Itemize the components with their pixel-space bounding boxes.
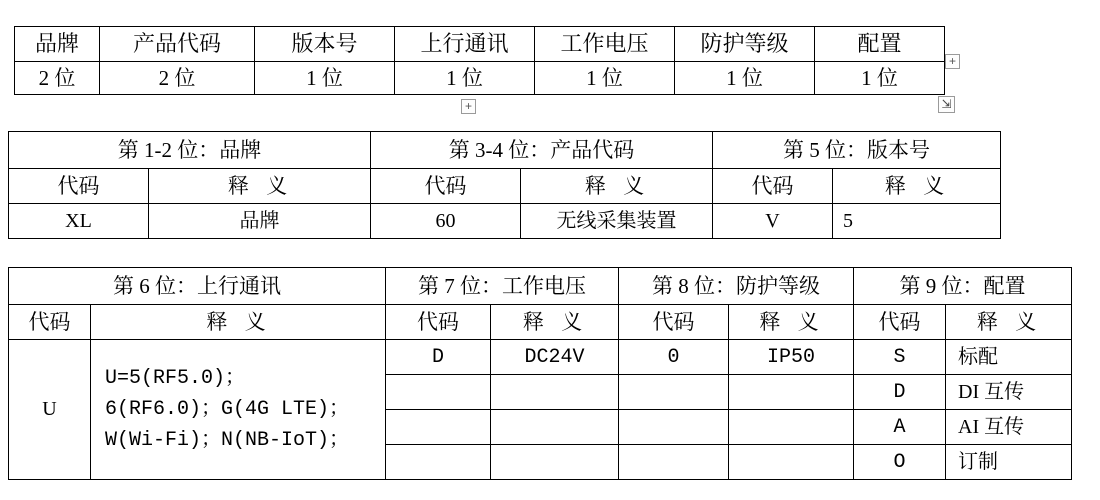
value-meaning-uplink — [91, 340, 386, 480]
value-code-protection — [619, 445, 729, 480]
value-code-config: S — [854, 340, 946, 375]
table-row — [15, 62, 945, 95]
segments-1-5-table-wrapper — [8, 131, 1000, 239]
value-code-uplink: U — [9, 340, 91, 480]
value-code-brand: XL — [9, 204, 149, 239]
group-title-product-code: 第 3-4 位：产品代码 — [371, 132, 713, 169]
value-meaning-voltage — [491, 445, 619, 480]
value-code-product: 60 — [371, 204, 521, 239]
value-meaning-config: AI 互传 — [946, 410, 1072, 445]
column-header-meaning: 释 义 — [833, 169, 1001, 204]
column-header-code: 代码 — [9, 305, 91, 340]
table1-value-cell: 1 位 — [815, 62, 945, 95]
value-meaning-protection — [729, 375, 854, 410]
value-meaning-product: 无线采集装置 — [521, 204, 713, 239]
code-structure-table — [14, 26, 945, 95]
group-title-brand: 第 1-2 位：品牌 — [9, 132, 371, 169]
segments-1-5-table — [8, 131, 1001, 239]
table1-header-cell: 品牌 — [15, 27, 100, 62]
table-resize-handle[interactable]: ⇲ — [938, 96, 955, 113]
uplink-line-3: W(Wi-Fi)；N(NB-IoT)； — [105, 429, 350, 452]
value-code-config: A — [854, 410, 946, 445]
column-header-meaning: 释 义 — [91, 305, 386, 340]
column-header-code: 代码 — [371, 169, 521, 204]
value-meaning-voltage — [491, 375, 619, 410]
column-header-code: 代码 — [854, 305, 946, 340]
column-header-code: 代码 — [9, 169, 149, 204]
value-meaning-config: 标配 — [946, 340, 1072, 375]
value-code-protection — [619, 410, 729, 445]
column-header-meaning: 释 义 — [946, 305, 1072, 340]
column-header-meaning: 释 义 — [149, 169, 371, 204]
uplink-line-2: 6(RF6.0)；G(4G LTE)； — [105, 398, 350, 421]
value-code-protection: 0 — [619, 340, 729, 375]
table1-header-cell: 上行通讯 — [395, 27, 535, 62]
value-code-voltage: D — [386, 340, 491, 375]
value-meaning-protection: IP50 — [729, 340, 854, 375]
table1-header-cell: 产品代码 — [100, 27, 255, 62]
segments-6-9-table-wrapper — [8, 267, 1071, 480]
group-title-uplink: 第 6 位：上行通讯 — [9, 268, 386, 305]
table1-header-cell: 版本号 — [255, 27, 395, 62]
table1-value-cell: 1 位 — [255, 62, 395, 95]
segments-6-9-table — [8, 267, 1072, 480]
group-title-config: 第 9 位：配置 — [854, 268, 1072, 305]
table1-value-cell: 1 位 — [395, 62, 535, 95]
value-meaning-config: DI 互传 — [946, 375, 1072, 410]
value-code-config: D — [854, 375, 946, 410]
code-structure-table-wrapper — [14, 26, 944, 95]
add-column-button[interactable]: + — [945, 54, 960, 69]
value-code-voltage — [386, 445, 491, 480]
value-meaning-brand: 品牌 — [149, 204, 371, 239]
value-code-version: V — [713, 204, 833, 239]
add-row-button[interactable]: + — [461, 99, 476, 114]
table-row — [15, 27, 945, 62]
table-row — [9, 268, 1072, 305]
table1-header-cell: 工作电压 — [535, 27, 675, 62]
value-code-voltage — [386, 375, 491, 410]
value-meaning-version: 5 — [833, 204, 1001, 239]
group-title-protection: 第 8 位：防护等级 — [619, 268, 854, 305]
value-meaning-voltage: DC24V — [491, 340, 619, 375]
table1-value-cell: 2 位 — [15, 62, 100, 95]
value-meaning-config: 订制 — [946, 445, 1072, 480]
uplink-line-1: U=5(RF5.0)； — [105, 367, 246, 390]
value-code-protection — [619, 375, 729, 410]
table1-value-cell: 1 位 — [675, 62, 815, 95]
table1-value-cell: 2 位 — [100, 62, 255, 95]
table1-header-cell: 防护等级 — [675, 27, 815, 62]
group-title-voltage: 第 7 位：工作电压 — [386, 268, 619, 305]
column-header-code: 代码 — [386, 305, 491, 340]
value-meaning-voltage — [491, 410, 619, 445]
value-meaning-protection — [729, 410, 854, 445]
group-title-version: 第 5 位：版本号 — [713, 132, 1001, 169]
value-code-voltage — [386, 410, 491, 445]
table1-header-cell: 配置 — [815, 27, 945, 62]
column-header-code: 代码 — [713, 169, 833, 204]
table-row — [9, 305, 1072, 340]
table-row — [9, 132, 1001, 169]
column-header-meaning: 释 义 — [729, 305, 854, 340]
table-row — [9, 340, 1072, 375]
column-header-meaning: 释 义 — [521, 169, 713, 204]
table1-value-cell: 1 位 — [535, 62, 675, 95]
table-row — [9, 204, 1001, 239]
value-meaning-protection — [729, 445, 854, 480]
column-header-meaning: 释 义 — [491, 305, 619, 340]
table-row — [9, 169, 1001, 204]
column-header-code: 代码 — [619, 305, 729, 340]
value-code-config: O — [854, 445, 946, 480]
